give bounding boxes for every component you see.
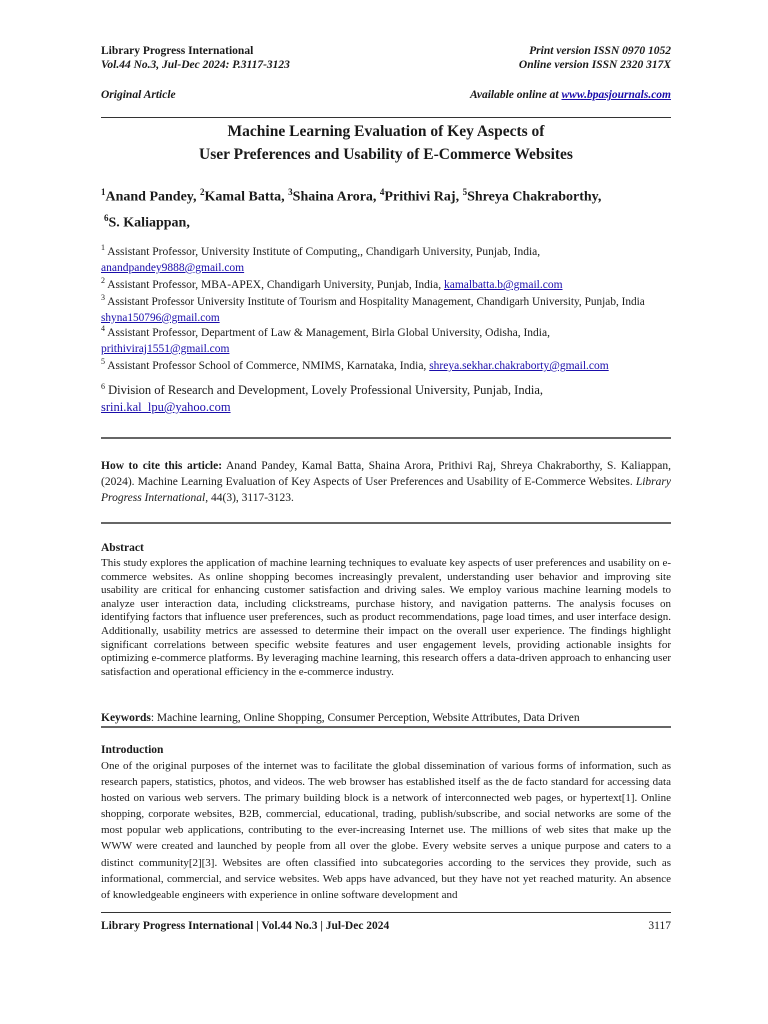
- keywords-label: Keywords: [101, 712, 151, 724]
- author-name: Prithivi Raj,: [384, 189, 463, 205]
- affiliation-5: $^5$ Assistant Professor School of Commerce, NMIMS, Karnataka, India, shreya.sekhar.chakraborty@gmail.com: [101, 357, 609, 372]
- journal-volume: Vol.44 No.3, Jul-Dec 2024: P.3117-3123: [101, 59, 290, 71]
- author-name: Anand Pandey,: [105, 189, 201, 205]
- citation-block: How to cite this article: Anand Pandey, Kamal Batta, Shaina Arora, Prithivi Raj, Shreya Chakraborthy, S. Kaliappan, (2024). Machine Learning Evaluation of Key Aspects of User Preferences and Usability of E-Commerce Websites. Library Progress International, 44(3), 3117-3123.: [101, 460, 671, 504]
- affiliation-1: $^1$ Assistant Professor, University Institute of Computing,, Chandigarh University, Punjab, India, anandpandey9888@gmail.com: [101, 243, 541, 274]
- print-issn: Print version ISSN 0970 1052: [529, 45, 671, 57]
- available-online: Available online at www.bpasjournals.com: [470, 89, 671, 101]
- page-number: 3117: [648, 920, 671, 932]
- citation-label: How to cite this article:: [101, 460, 223, 472]
- page-footer: [101, 920, 671, 932]
- email-link[interactable]: shreya.sekhar.chakraborty@gmail.com: [429, 359, 609, 372]
- article-title: Machine Learning Evaluation of Key Aspects of User Preferences and Usability of E-Commerce Websites: [199, 123, 573, 163]
- email-link[interactable]: srini.kal_lpu@yahoo.com: [101, 400, 231, 415]
- author-line-2: $^6$S. Kaliappan,: [104, 212, 190, 231]
- introduction-text: One of the original purposes of the internet was to facilitate the global dissemination of various forms of information, such as research papers, statistics, photos, and videos. The web browser has established itself as the de facto standard for accessing data hosted on various web servers. The primary building block is a network of interconnected web pages, or hypertext[1]. Online shopping, corporate websites, B2B, commercial, educational, trading, publish/subscribe, and social networks are some of the most popular web applications, contributing to the ever-increasing Internet use. The millions of web sites that make up the WWW were created and launched by people from all over the globe. Every website serves a unique purpose and caters to a distinct community[2][3]. Websites are often classified into subcategories according to the services they provide, such as informational, commercial, and service websites. Web apps have advanced, but they have not yet reached maturity. An absence of knowledgeable engineers with experience in online software development and: [101, 760, 671, 901]
- email-link[interactable]: prithiviraj1551@gmail.com: [101, 342, 230, 355]
- email-link[interactable]: anandpandey9888@gmail.com: [101, 261, 245, 274]
- affiliation-4: $^4$ Assistant Professor, Department of Law & Management, Birla Global University, Odisha, India, prithiviraj1551@gmail.com: [101, 324, 550, 355]
- affiliation-2: $^2$ Assistant Professor, MBA-APEX, Chandigarh University, Punjab, India, kamalbatta.b@gmail.com: [101, 276, 563, 291]
- citation-journal: Library Progress International: [101, 476, 671, 504]
- article-type: Original Article: [101, 89, 176, 101]
- keywords: Keywords: Machine learning, Online Shopping, Consumer Perception, Website Attributes, Data Driven: [101, 712, 580, 724]
- journal-name: Library Progress International: [101, 45, 254, 57]
- email-link[interactable]: kamalbatta.b@gmail.com: [443, 278, 563, 291]
- footer-journal: Library Progress International | Vol.44 No.3 | Jul-Dec 2024: [101, 920, 390, 932]
- introduction-heading: Introduction: [101, 744, 164, 756]
- affiliation-6: $^6$ Division of Research and Development, Lovely Professional University, Punjab, India, srini.kal_lpu@yahoo.com: [101, 382, 543, 415]
- affiliation-divider: [101, 437, 671, 439]
- journal-website-link[interactable]: www.bpasjournals.com: [561, 89, 671, 101]
- author-name: Shreya Chakraborthy,: [467, 189, 602, 205]
- abstract-heading: Abstract: [101, 542, 144, 554]
- footer-divider: [101, 912, 671, 913]
- author-name: Shaina Arora,: [292, 189, 380, 205]
- online-issn: Online version ISSN 2320 317X: [518, 59, 671, 71]
- keywords-divider: [101, 726, 671, 728]
- author-name: S. Kaliappan,: [108, 215, 190, 231]
- abstract-text: This study explores the application of machine learning techniques to evaluate key aspects of user preferences and usability on e-commerce websites. As online shopping becomes increasingly prevalent, understanding user behavior and improving site usability are critical for enhancing customer satisfaction and driving sales. We employ various machine learning models to analyze user interaction data, including clickstreams, purchase history, and navigation patterns. The analysis focuses on identifying factors that influence user preferences, such as product recommendations, page load times, and user interface design. Additionally, usability metrics are assessed to determine their impact on the overall user experience. The findings highlight significant correlations between specific website features and user engagement levels, providing actionable insights for optimizing e-commerce platforms. By leveraging machine learning, this research offers a data-driven approach to enhancing user satisfaction and operational efficiency in the e-commerce industry.: [101, 557, 671, 678]
- citation-divider: [101, 522, 671, 524]
- author-name: Kamal Batta,: [204, 189, 289, 205]
- email-link[interactable]: shyna150796@gmail.com: [101, 311, 220, 324]
- affiliation-3: $^3$ Assistant Professor University Institute of Tourism and Hospitality Management, Chandigarh University, Punjab, India shyna150796@gmail.com: [101, 293, 645, 324]
- author-list: [101, 182, 671, 233]
- header-divider: [101, 117, 671, 118]
- author-line-1: $^1$Anand Pandey, $^2$Kamal Batta, $^3$Shaina Arora, $^4$Prithivi Raj, $^5$Shreya Chakraborthy,: [101, 187, 602, 205]
